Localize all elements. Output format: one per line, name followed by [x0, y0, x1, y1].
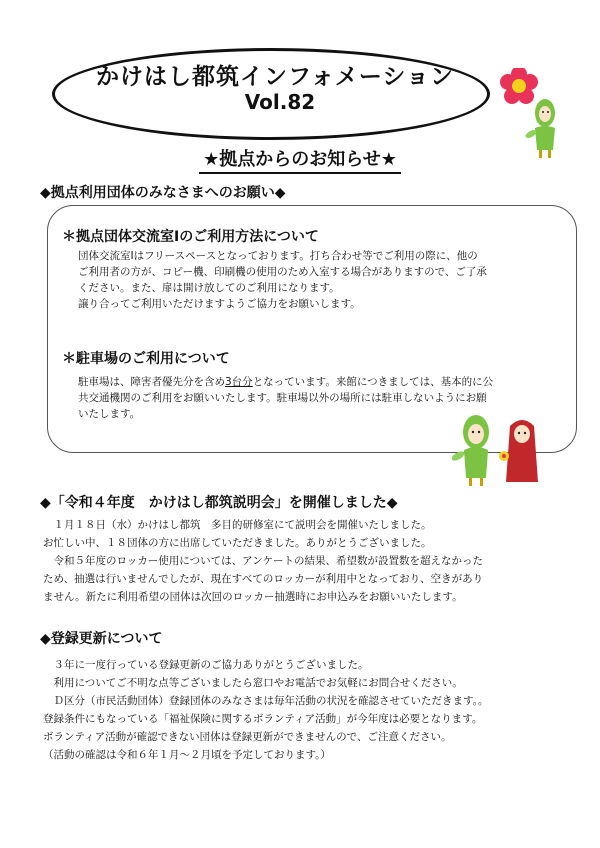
meeting-room-text: 団体交流室Ⅰはフリースペースとなっております。打ち合わせ等でご利用の際に、他の ご利用者の方が、コピー機、印刷機の使用のため入室する場合がありますので、ご了承 ください。また、扉は開け放してのご利用になります。 譲り合ってご利用いただけますようご協力をお願いします。 — [78, 250, 487, 310]
parking-heading: ＊駐車場のご利用について — [62, 351, 230, 367]
green-mascot-icon — [452, 415, 489, 486]
mascots-pair — [452, 412, 552, 490]
request-section-heading: ◆拠点利用団体のみなさまへのお願い◆ — [40, 185, 286, 201]
renewal-text: ３年に一度行っている登録更新のご協力ありがとうございました。 利用についてご不明な点等ございましたら窓口やお電話でお気軽にお問合せください。 Ｄ区分（市民活動団体）登録団体のみなさまは毎年活動の状況を確認させていただきます。。 登録条件にもなっている「福祉保険に関するボランティア活動」が今年度は必要となります。 ボランティア活動が確認できない団体は登録更新ができませんので、ご注意ください。 （活動の確認は令和６年１月～２月頃を予定しております。） — [43, 659, 489, 761]
parking-text: 駐車場は、障害者優先分を含め3台分となっています。来館につきましては、基本的に公 共交通機関のご利用をお願いいたします。駐車場以外の場所には駐車しないようにお願 いたします。 — [78, 376, 494, 420]
page-title: かけはし都筑インフォメーション — [96, 64, 454, 90]
meeting-room-heading: ＊拠点団体交流室Ⅰのご利用方法について — [62, 229, 319, 245]
notice-heading: ★拠点からのお知らせ★ — [0, 145, 600, 174]
renewal-section-heading: ◆登録更新について — [40, 631, 163, 647]
red-mascot-icon — [499, 420, 538, 482]
briefing-text: １月１８日（水）かけはし都筑 多目的研修室にて説明会を開催いたしました。 お忙しい中、１８団体の方に出席していただきました。ありがとうございました。 令和５年度のロッカー使用については、アンケートの結果、希望数が設置数を超えなかった ため、抽選は行いませんでしたが、現在すべてのロッカーが利用中となっており、空きがあり ません。新たに利用希望の団体は次回のロッカー抽選時にお申込みをお願いいたします。 — [43, 519, 484, 603]
volume-number: Vol.82 — [244, 90, 316, 114]
briefing-section-heading: ◆「令和４年度 かけはし都筑説明会」を開催しました◆ — [40, 495, 398, 511]
